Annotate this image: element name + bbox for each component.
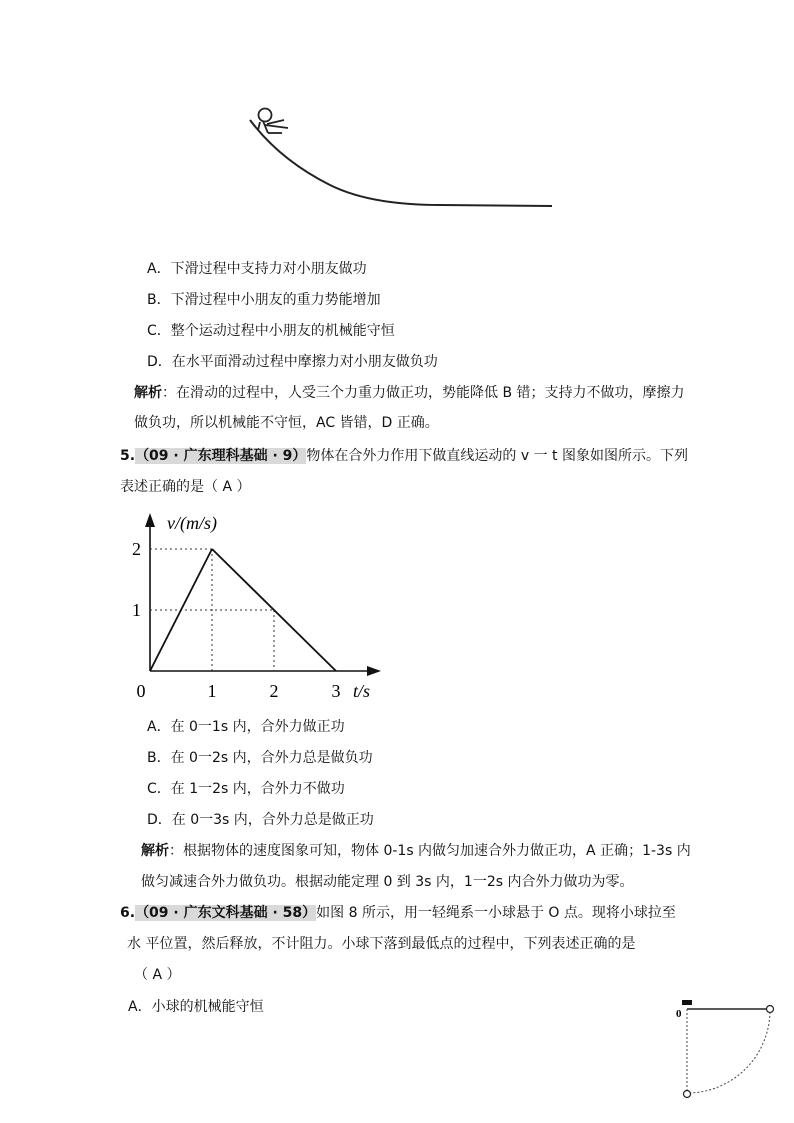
q5-option-a: A．在 0一1s 内，合外力做正功	[147, 719, 345, 735]
child-icon	[258, 109, 288, 134]
q4-analysis-label: 解析	[134, 385, 162, 401]
q5-source-tag: （09 · 广东理科基础 · 9）	[135, 448, 307, 464]
x-axis-label: t/s	[353, 681, 371, 701]
pivot-label: 0	[676, 1008, 682, 1020]
q6-number: 6.	[120, 905, 136, 921]
y-axis-label: v/(m/s)	[167, 513, 217, 533]
q6-stem-text: 如图 8 所示，用一轻绳系一小球悬于 O 点。现将小球拉至	[316, 905, 676, 921]
q6-option-a: A．小球的机械能守恒	[128, 999, 264, 1015]
q5-stem-line1	[120, 446, 688, 466]
slide-curve	[250, 120, 552, 206]
q4-analysis-line1	[134, 383, 685, 403]
q5-stem-line2: 表述正确的是（ A ）	[120, 479, 251, 495]
q5-analysis-text1: ：根据物体的速度图象可知，物体 0-1s 内做匀加速合外力做正功，A 正确；1-3s 内	[169, 843, 691, 859]
x-tick-label-0: 0	[136, 681, 146, 701]
q6-stem-line3: （ A ）	[134, 967, 181, 983]
q5-analysis-line2: 做匀减速合外力做负功。根据动能定理 0 到 3s 内，1一2s 内合外力做功为零。	[141, 874, 634, 890]
pivot-support-icon	[682, 1000, 692, 1005]
slide-figure	[240, 100, 570, 215]
q5-analysis-line1	[141, 841, 691, 861]
vt-segment-0	[150, 549, 212, 671]
q4-option-a: A．下滑过程中支持力对小朋友做功	[147, 261, 367, 277]
x-tick-label-2: 2	[269, 681, 279, 701]
x-tick-label-1: 1	[207, 681, 217, 701]
q5-option-b: B．在 0一2s 内，合外力总是做负功	[147, 750, 373, 766]
q5-option-c: C．在 1一2s 内，合外力不做功	[147, 781, 345, 797]
ball-start-icon	[767, 1006, 774, 1013]
y-axis-arrow-icon	[145, 513, 155, 527]
q5-number: 5.	[120, 448, 136, 464]
q4-option-b: B．下滑过程中小朋友的重力势能增加	[147, 292, 381, 308]
q4-option-d: D．在水平面滑动过程中摩擦力对小朋友做负功	[147, 354, 438, 370]
q4-option-c: C．整个运动过程中小朋友的机械能守恒	[147, 323, 395, 339]
q5-analysis-label: 解析	[141, 843, 169, 859]
q5-stem-text: 物体在合外力作用下做直线运动的 v 一 t 图象如图所示。下列	[306, 448, 688, 464]
ball-end-icon	[684, 1091, 691, 1098]
q6-source-tag: （09 · 广东文科基础 · 58）	[135, 905, 317, 921]
y-tick-label-2: 2	[132, 539, 141, 559]
q4-analysis-line2: 做负功，所以机械能不守恒，AC 皆错，D 正确。	[134, 415, 439, 431]
ball-arc	[690, 1012, 770, 1093]
q4-analysis-text1: ：在滑动的过程中，人受三个力重力做正功，势能降低 B 错；支持力不做功，摩擦力	[162, 385, 685, 401]
x-axis-arrow-icon	[367, 666, 381, 676]
q6-stem-line2: 水 平位置，然后释放，不计阻力。小球下落到最低点的过程中，下列表述正确的是	[127, 936, 636, 952]
x-tick-label-3: 3	[331, 681, 341, 701]
vt-chart	[125, 505, 395, 705]
y-tick-label-1: 1	[132, 600, 141, 620]
q6-stem-line1	[120, 903, 676, 923]
pendulum-figure	[670, 995, 780, 1105]
q5-option-d: D．在 0一3s 内，合外力总是做正功	[147, 812, 374, 828]
